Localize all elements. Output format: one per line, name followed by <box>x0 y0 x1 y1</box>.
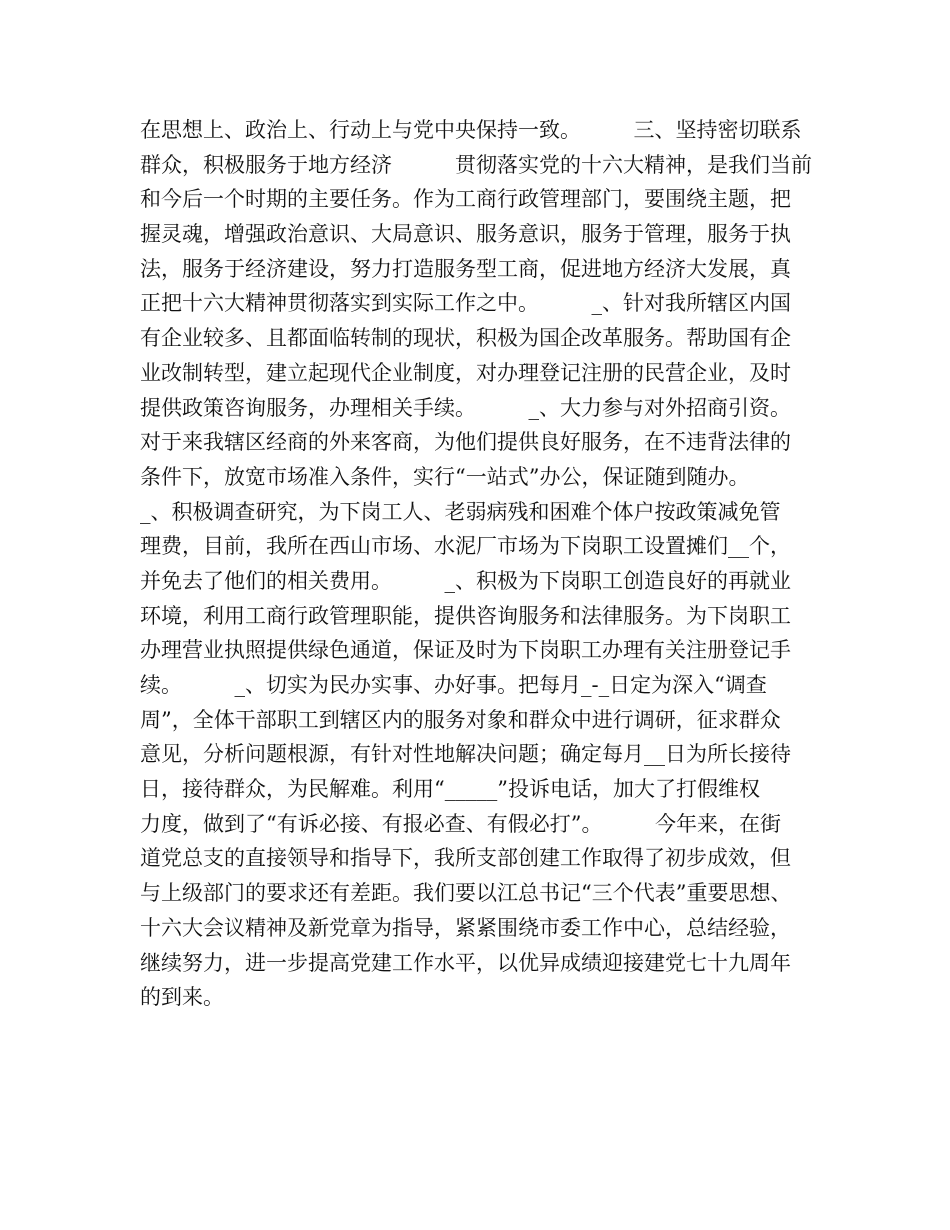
text-line: 日，接待群众，为民解难。利用“_____”投诉电话，加大了打假维权 <box>140 777 760 802</box>
text-line: 业改制转型，建立起现代企业制度，对办理登记注册的民营企业，及时 <box>140 360 791 385</box>
text-line: 十六大会议精神及新党章为指导，紧紧围绕市委工作中心，总结经验， <box>140 915 791 940</box>
text-line: 力度，做到了“有诉必接、有报必查、有假必打”。 今年来，在街 <box>140 811 781 836</box>
text-line: 提供政策咨询服务，办理相关手续。 _、大力参与对外招商引资。 <box>140 395 791 420</box>
document-body <box>140 113 830 1015</box>
text-line: 法，服务于经济建设，努力打造服务型工商，促进地方经济大发展，真 <box>140 256 791 281</box>
text-line: 继续努力，进一步提高党建工作水平，以优异成绩迎接建党七十九周年 <box>140 950 791 975</box>
text-line: 与上级部门的要求还有差距。我们要以江总书记“三个代表”重要思想、 <box>140 881 792 906</box>
text-line: 理费，目前，我所在西山市场、水泥厂市场为下岗职工设置摊们__个， <box>140 534 791 559</box>
text-line: 意见，分析问题根源，有针对性地解决问题；确定每月__日为所长接待 <box>140 742 791 767</box>
text-line: 和今后一个时期的主要任务。作为工商行政管理部门，要围绕主题，把 <box>140 187 791 212</box>
text-line: 在思想上、政治上、行动上与党中央保持一致。 三、坚持密切联系 <box>140 118 802 142</box>
text-line: 条件下，放宽市场准入条件，实行“一站式”办公，保证随到随办。 <box>140 464 750 489</box>
text-line: 并免去了他们的相关费用。 _、积极为下岗职工创造良好的再就业 <box>140 568 791 593</box>
text-line: 周”，全体干部职工到辖区内的服务对象和群众中进行调研，征求群众 <box>140 707 781 732</box>
text-line: 正把十六大精神贯彻落实到实际工作之中。 _、针对我所辖区内国 <box>140 291 791 316</box>
text-line: 群众，积极服务于地方经济 贯彻落实党的十六大精神，是我们当前 <box>140 152 812 177</box>
text-line: 有企业较多、且都面临转制的现状，积极为国企改革服务。帮助国有企 <box>140 326 791 351</box>
text-line: 对于来我辖区经商的外来客商，为他们提供良好服务，在不违背法律的 <box>140 430 791 455</box>
text-line: 握灵魂，增强政治意识、大局意识、服务意识，服务于管理，服务于执 <box>140 222 791 247</box>
text-line: 道党总支的直接领导和指导下，我所支部创建工作取得了初步成效，但 <box>140 846 791 871</box>
text-line: 的到来。 <box>140 985 224 1010</box>
text-line: 办理营业执照提供绿色通道，保证及时为下岗职工办理有关注册登记手 <box>140 638 791 663</box>
text-line: 续。 _、切实为民办实事、办好事。把每月_-_日定为深入“调查 <box>140 673 767 697</box>
text-line: 环境，利用工商行政管理职能，提供咨询服务和法律服务。为下岗职工 <box>140 603 791 628</box>
text-line: _、积极调查研究，为下岗工人、老弱病残和困难个体户按政策减免管 <box>140 499 781 524</box>
